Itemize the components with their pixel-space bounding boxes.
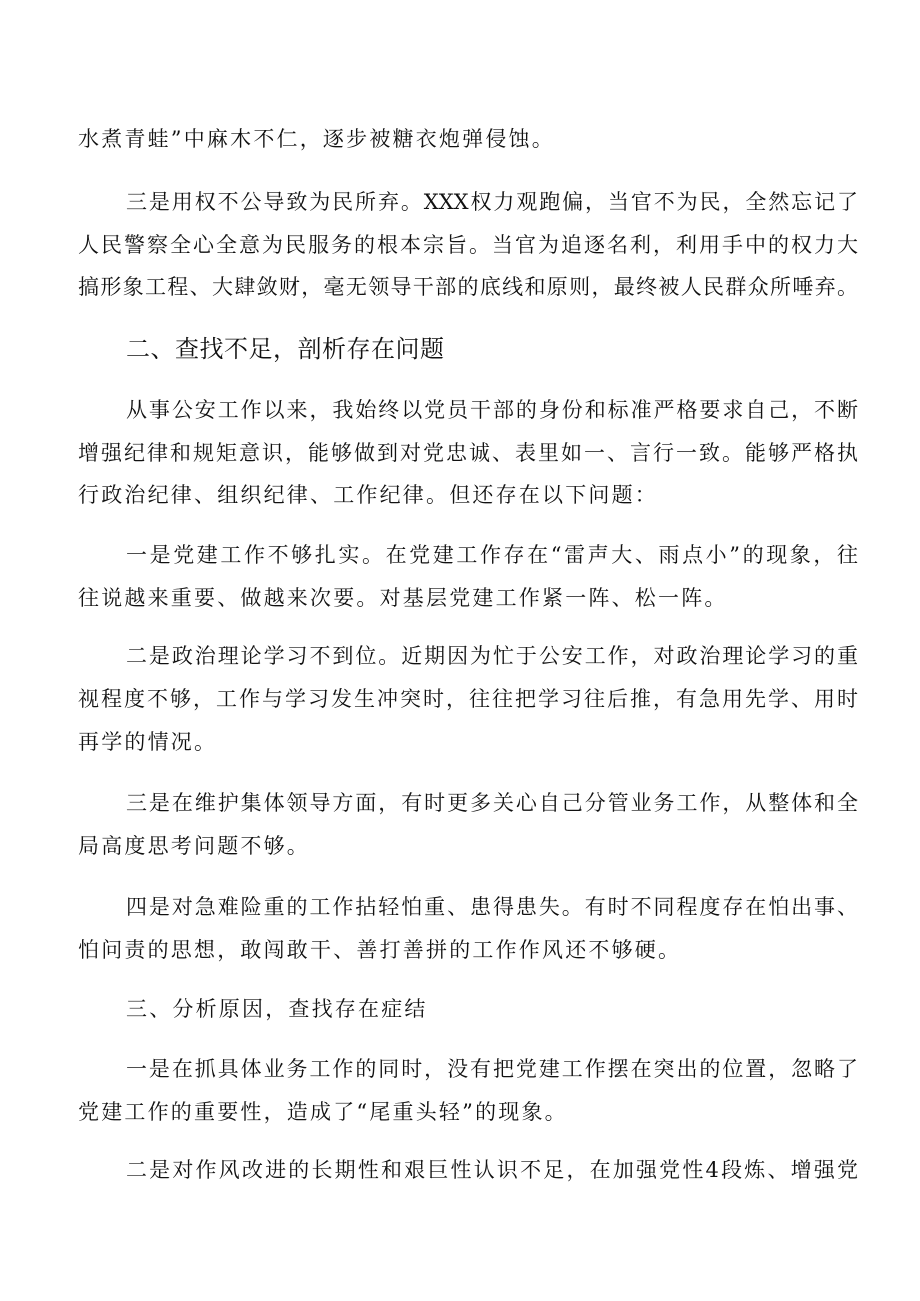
- section-heading: 二、查找不足，剖析存在问题: [126, 335, 445, 363]
- text-line: 三是用权不公导致为民所弃。XXX权力观跑偏，当官不为民，全然忘记了: [126, 190, 858, 214]
- text-line: 往说越来重要、做越来次要。对基层党建工作紧一阵、松一阵。: [78, 586, 728, 610]
- text-line: 三是在维护集体领导方面，有时更多关心自己分管业务工作，从整体和全: [126, 791, 858, 815]
- text-line: 从事公安工作以来，我始终以党员干部的身份和标准严格要求自己，不断: [126, 398, 858, 422]
- section-heading: 三、分析原因，查找存在症结: [126, 997, 428, 1021]
- text-line: 局高度思考问题不够。: [78, 834, 310, 858]
- text-line: 一是党建工作不够扎实。在党建工作存在“雷声大、雨点小”的现象，往: [126, 543, 858, 567]
- text-line: 二是对作风改进的长期性和艰巨性认识不足，在加强党性4段炼、增强党: [126, 1158, 858, 1182]
- text-line: 一是在抓具体业务工作的同时，没有把党建工作摆在突出的位置，忽略了: [126, 1057, 858, 1081]
- text-line: 二是政治理论学习不到位。近期因为忙于公安工作，对政治理论学习的重: [126, 644, 858, 668]
- text-line: 党建工作的重要性，造成了“尾重头轻”的现象。: [78, 1100, 568, 1124]
- text-line: 四是对急难险重的工作拈轻怕重、患得患失。有时不同程度存在怕出事、: [126, 895, 858, 919]
- text-line: 怕问责的思想，敢闯敢干、善打善拼的工作作风还不够硬。: [78, 938, 682, 962]
- text-line: 水煮青蛙”中麻木不仁，逐步被糖衣炮弹侵蚀。: [78, 127, 555, 151]
- text-line: 搞形象工程、大肆敛财，毫无领导干部的底线和原则，最终被人民群众所唾弃。: [78, 275, 858, 299]
- text-line: 再学的情况。: [78, 730, 218, 754]
- text-line: 视程度不够，工作与学习发生冲突时，往往把学习往后推，有急用先学、用时: [78, 687, 858, 711]
- text-line: 行政治纪律、组织纪律、工作纪律。但还存在以下问题：: [78, 483, 658, 507]
- text-line: 人民警察全心全意为民服务的根本宗旨。当官为追逐名利，利用手中的权力大: [78, 233, 858, 257]
- text-line: 增强纪律和规矩意识，能够做到对党忠诚、表里如一、言行一致。能够严格执: [78, 441, 858, 465]
